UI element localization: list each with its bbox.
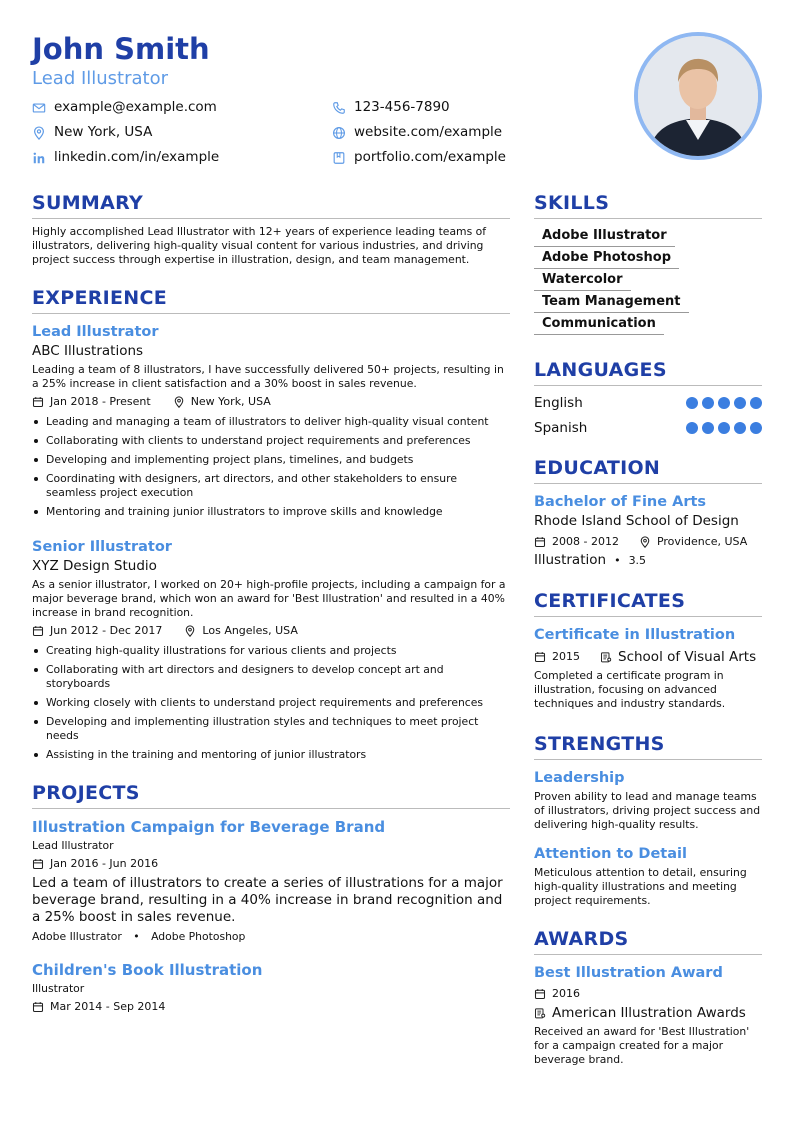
project-tool: Adobe Photoshop [151,930,246,943]
experience-item [32,537,510,762]
calendar-icon [32,858,44,870]
project-meta [32,999,510,1015]
language-row [534,419,762,437]
location-pin-icon [32,126,46,140]
job-dates: Jan 2018 - Present [50,395,151,408]
section-title: CERTIFICATES [534,588,762,617]
calendar-icon [32,396,44,408]
strength-description: Proven ability to lead and manage teams of illustrators, driving project success and delivering high-quality results. [534,790,761,831]
project-role: Illustrator [32,982,85,995]
job-title: Senior Illustrator [32,539,172,555]
project-tools: Adobe Illustrator • Adobe Photoshop [32,930,246,943]
certificate-description: Completed a certificate program in illustration, focusing on advanced techniques and industry standards. [534,669,726,710]
experience-item [32,322,510,519]
education-section [534,455,762,568]
skills-list [534,225,762,335]
education-field-row: Illustration • 3.5 [534,552,647,568]
award-year-row [534,986,762,1002]
globe-icon [332,126,346,140]
level-dot [750,397,762,409]
project-item [32,817,510,944]
project-dates: Jan 2016 - Jun 2016 [50,857,159,870]
awards-section [534,926,762,1067]
language-name: English [534,395,583,411]
job-location: New York, USA [190,395,271,408]
section-title: STRENGTHS [534,731,762,760]
certificates-section [534,588,762,711]
project-title: Illustration Campaign for Beverage Brand [32,818,386,836]
section-title: EDUCATION [534,455,762,484]
language-level [686,422,762,434]
language-row [534,394,762,412]
award-issuer: American Illustration Awards [552,1005,746,1021]
project-title: Children's Book Illustration [32,961,263,979]
strengths-section [534,731,762,908]
skill-tag: Adobe Photoshop [534,247,679,269]
calendar-icon [534,536,546,548]
list-item: Mentoring and training junior illustrators to improve skills and knowledge [32,505,510,519]
summary-text: Highly accomplished Lead Illustrator with 12+ years of experience leading teams of illustrators, delivering high-quality visual content for various industries, and driving project success through expertise in illustration, design, and team management. [32,225,487,266]
certificate-issuer: School of Visual Arts [618,649,757,665]
job-meta [32,623,510,639]
main-column [32,190,510,1027]
section-title: SKILLS [534,190,762,219]
skill-tag: Watercolor [534,269,631,291]
strength-item [534,768,762,832]
project-tool: Adobe Illustrator [32,930,122,943]
calendar-icon [534,988,546,1000]
list-item: Leading and managing a team of illustrators to deliver high-quality visual content [32,415,510,429]
projects-section [32,780,510,1015]
level-dot [734,397,746,409]
company-name: XYZ Design Studio [32,558,157,574]
job-description: Leading a team of 8 illustrators, I have successfully delivered 50+ projects, resulting in a 25% increase in client satisfaction and a 30% boost in sales revenue. [32,363,504,390]
portfolio-icon [332,151,346,165]
education-field: Illustration [534,552,607,568]
section-title: EXPERIENCE [32,285,510,314]
strength-title: Leadership [534,770,625,786]
contact-website[interactable]: website.com/example [332,123,552,142]
linkedin-icon [32,151,46,165]
phone-icon [332,101,346,115]
education-meta [534,534,762,550]
certificate-icon [534,1007,546,1019]
list-item: Developing and implementing project plans, timelines, and budgets [32,453,510,467]
level-dot [734,422,746,434]
languages-section [534,357,762,437]
job-dates: Jun 2012 - Dec 2017 [50,624,163,637]
education-dates: 2008 - 2012 [552,535,619,548]
contact-location: New York, USA [32,123,332,142]
education-location: Providence, USA [656,535,748,548]
degree-title: Bachelor of Fine Arts [534,494,707,510]
list-item: Developing and implementing illustration styles and techniques to meet project needs [32,715,510,743]
certificate-icon [600,651,612,663]
level-dot [686,397,698,409]
strength-description: Meticulous attention to detail, ensuring high-quality illustrations and meeting project requirements. [534,866,747,907]
section-title: AWARDS [534,926,762,955]
contact-portfolio[interactable]: portfolio.com/example [332,148,552,167]
side-column [534,190,762,1067]
calendar-icon [32,625,44,637]
certificate-year: 2015 [552,650,580,663]
summary-section [32,190,510,267]
resume-header [32,32,762,172]
section-title: LANGUAGES [534,357,762,386]
skill-tag: Adobe Illustrator [534,225,675,247]
company-name: ABC Illustrations [32,343,144,359]
project-item [32,960,510,1015]
project-role: Lead Illustrator [32,839,114,852]
candidate-name: John Smith [32,32,210,66]
profile-photo [634,32,762,160]
list-item: Collaborating with art directors and designers to develop concept art and storyboards [32,663,510,691]
job-title: Lead Illustrator [32,324,159,340]
list-item: Working closely with clients to understand project requirements and preferences [32,696,510,710]
level-dot [718,422,730,434]
job-location: Los Angeles, USA [202,624,298,637]
list-item: Assisting in the training and mentoring of junior illustrators [32,748,510,762]
certificate-meta [534,649,762,665]
project-meta [32,856,510,872]
contact-linkedin[interactable]: linkedin.com/in/example [32,148,332,167]
skill-tag: Communication [534,313,664,335]
candidate-role: Lead Illustrator [32,68,169,89]
language-level [686,397,762,409]
skills-section [534,190,762,335]
location-pin-icon [184,625,196,637]
level-dot [702,397,714,409]
skill-tag: Team Management [534,291,689,313]
location-pin-icon [173,396,185,408]
list-item: Collaborating with clients to understand project requirements and preferences [32,434,510,448]
strength-title: Attention to Detail [534,846,687,862]
list-item: Creating high-quality illustrations for various clients and projects [32,644,510,658]
section-title: SUMMARY [32,190,510,219]
school-name: Rhode Island School of Design [534,513,739,529]
contact-phone[interactable]: 123-456-7890 [332,98,552,117]
section-title: PROJECTS [32,780,510,809]
level-dot [686,422,698,434]
education-gpa: 3.5 [628,553,647,567]
level-dot [718,397,730,409]
list-item: Coordinating with designers, art directors, and other stakeholders to ensure seamless project execution [32,472,510,500]
certificate-name: Certificate in Illustration [534,627,736,643]
contact-list [32,98,552,167]
award-description: Received an award for 'Best Illustration' for a campaign created for a major beverage brand. [534,1025,750,1066]
job-meta [32,394,510,410]
contact-email[interactable]: example@example.com [32,98,332,117]
job-bullets [32,415,510,519]
experience-section [32,285,510,762]
calendar-icon [32,1001,44,1013]
level-dot [702,422,714,434]
award-year: 2016 [552,987,580,1000]
award-name: Best Illustration Award [534,965,723,981]
language-name: Spanish [534,420,588,436]
project-description: Led a team of illustrators to create a series of illustrations for a major beverage brand, resulting in a 40% increase in brand recognition and a 25% boost in sales revenue. [32,875,503,925]
project-dates: Mar 2014 - Sep 2014 [50,1000,166,1013]
job-description: As a senior illustrator, I worked on 20+ high-profile projects, including a campaign for a major beverage brand, which won an award for 'Best Illustration' and resulted in a 40% increase in brand recognition. [32,578,506,619]
level-dot [750,422,762,434]
location-pin-icon [639,536,651,548]
award-issuer-row [534,1005,762,1021]
job-bullets [32,644,510,762]
calendar-icon [534,651,546,663]
mail-icon [32,101,46,115]
strength-item [534,844,762,908]
